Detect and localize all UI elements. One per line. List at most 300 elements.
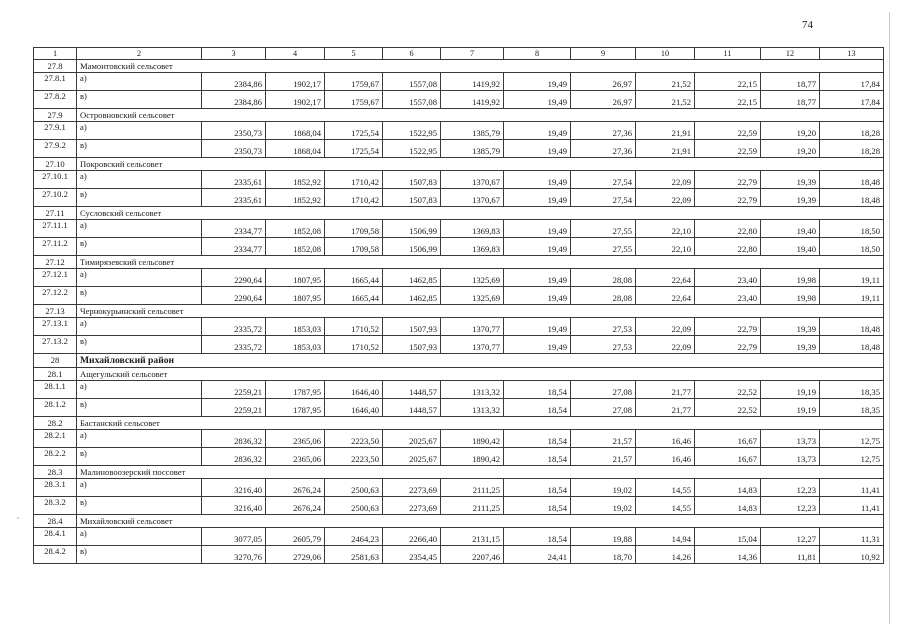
row-code-cell: 27.10.2 [34,189,77,207]
value-cell: 18,50 [820,238,884,256]
value-cell: 22,79 [695,189,761,207]
value-cell: 14,94 [636,528,695,546]
value-cell: 1370,67 [441,171,504,189]
section-row [34,305,884,318]
value-cell: 2223,50 [325,448,383,466]
value-cell: 18,48 [820,336,884,354]
value-cell: 3216,40 [202,497,266,515]
district-row [34,354,884,368]
value-cell: 27,54 [571,189,636,207]
table-row [34,122,884,140]
value-cell: 18,54 [504,381,571,399]
value-cell: 19,11 [820,287,884,305]
value-cell: 2500,63 [325,497,383,515]
value-cell: 19,49 [504,318,571,336]
value-cell: 18,54 [504,497,571,515]
column-number-cell: 2 [77,48,202,60]
value-cell: 18,77 [761,73,820,91]
variant-cell: в) [77,140,202,158]
table-row [34,269,884,287]
value-cell: 1325,69 [441,287,504,305]
value-cell: 2290,64 [202,287,266,305]
tariff-table [33,47,884,564]
section-row [34,109,884,122]
value-cell: 3077,05 [202,528,266,546]
value-cell: 27,55 [571,238,636,256]
value-cell: 2259,21 [202,399,266,417]
value-cell: 1853,03 [266,336,325,354]
value-cell: 1807,95 [266,269,325,287]
row-code-cell: 27.10.1 [34,171,77,189]
value-cell: 11,31 [820,528,884,546]
value-cell: 1759,67 [325,91,383,109]
value-cell: 1419,92 [441,91,504,109]
value-cell: 18,54 [504,430,571,448]
value-cell: 2729,06 [266,546,325,564]
value-cell: 1852,08 [266,238,325,256]
value-cell: 18,77 [761,91,820,109]
value-cell: 22,59 [695,140,761,158]
value-cell: 14,55 [636,479,695,497]
page-edge-line [889,12,890,624]
value-cell: 19,19 [761,381,820,399]
variant-cell: в) [77,448,202,466]
table-row [34,399,884,417]
value-cell: 1507,83 [383,189,441,207]
column-number-cell: 12 [761,48,820,60]
column-number-cell: 11 [695,48,761,60]
value-cell: 2365,06 [266,430,325,448]
value-cell: 14,83 [695,479,761,497]
value-cell: 14,83 [695,497,761,515]
column-number-cell: 1 [34,48,77,60]
value-cell: 19,49 [504,91,571,109]
value-cell: 1448,57 [383,381,441,399]
column-number-cell: 13 [820,48,884,60]
row-code-cell: 28.1.1 [34,381,77,399]
value-cell: 1506,99 [383,220,441,238]
value-cell: 23,40 [695,269,761,287]
row-code-cell: 27.13.1 [34,318,77,336]
value-cell: 18,35 [820,399,884,417]
value-cell: 22,59 [695,122,761,140]
value-cell: 22,09 [636,336,695,354]
row-code-cell: 27.11 [34,207,77,220]
district-name-cell: Михайловский район [77,354,884,368]
value-cell: 19,49 [504,122,571,140]
value-cell: 1853,03 [266,318,325,336]
section-row [34,207,884,220]
value-cell: 1557,08 [383,91,441,109]
value-cell: 2290,64 [202,269,266,287]
value-cell: 21,77 [636,399,695,417]
value-cell: 27,36 [571,140,636,158]
value-cell: 22,09 [636,189,695,207]
value-cell: 21,57 [571,448,636,466]
variant-cell: в) [77,91,202,109]
value-cell: 21,91 [636,140,695,158]
value-cell: 27,54 [571,171,636,189]
value-cell: 19,39 [761,336,820,354]
value-cell: 1852,92 [266,171,325,189]
value-cell: 19,49 [504,140,571,158]
page-number: 74 [802,19,813,31]
value-cell: 1902,17 [266,91,325,109]
value-cell: 21,91 [636,122,695,140]
table-row [34,73,884,91]
section-row [34,158,884,171]
variant-cell: в) [77,238,202,256]
value-cell: 19,49 [504,73,571,91]
row-code-cell: 28 [34,354,77,368]
value-cell: 22,79 [695,171,761,189]
value-cell: 1557,08 [383,73,441,91]
column-number-cell: 3 [202,48,266,60]
value-cell: 2025,67 [383,448,441,466]
variant-cell: а) [77,122,202,140]
value-cell: 1868,04 [266,122,325,140]
value-cell: 18,35 [820,381,884,399]
value-cell: 1709,58 [325,220,383,238]
value-cell: 27,08 [571,399,636,417]
value-cell: 14,26 [636,546,695,564]
value-cell: 1710,42 [325,171,383,189]
value-cell: 1759,67 [325,73,383,91]
value-cell: 27,53 [571,318,636,336]
value-cell: 28,08 [571,269,636,287]
value-cell: 13,73 [761,430,820,448]
value-cell: 22,80 [695,220,761,238]
value-cell: 2266,40 [383,528,441,546]
column-number-cell: 9 [571,48,636,60]
value-cell: 19,98 [761,287,820,305]
value-cell: 18,28 [820,140,884,158]
row-code-cell: 27.12.1 [34,269,77,287]
table-row [34,171,884,189]
value-cell: 1369,83 [441,238,504,256]
value-cell: 1710,52 [325,318,383,336]
variant-cell: а) [77,479,202,497]
value-cell: 1506,99 [383,238,441,256]
settlement-name-cell: Ащегульский сельсовет [77,368,884,381]
table-row [34,91,884,109]
value-cell: 18,48 [820,318,884,336]
value-cell: 14,36 [695,546,761,564]
column-number-cell: 4 [266,48,325,60]
value-cell: 19,49 [504,238,571,256]
value-cell: 12,23 [761,479,820,497]
value-cell: 2273,69 [383,479,441,497]
value-cell: 19,39 [761,318,820,336]
value-cell: 27,08 [571,381,636,399]
value-cell: 2605,79 [266,528,325,546]
row-code-cell: 27.12.2 [34,287,77,305]
value-cell: 2676,24 [266,497,325,515]
table-row [34,381,884,399]
value-cell: 1890,42 [441,430,504,448]
value-cell: 1507,93 [383,318,441,336]
value-cell: 2581,63 [325,546,383,564]
table-row [34,318,884,336]
table-row [34,238,884,256]
value-cell: 19,49 [504,287,571,305]
table-row [34,140,884,158]
variant-cell: а) [77,381,202,399]
row-code-cell: 27.10 [34,158,77,171]
value-cell: 2464,23 [325,528,383,546]
value-cell: 1890,42 [441,448,504,466]
value-cell: 1787,95 [266,399,325,417]
value-cell: 14,55 [636,497,695,515]
value-cell: 2111,25 [441,497,504,515]
row-code-cell: 28.1 [34,368,77,381]
value-cell: 2207,46 [441,546,504,564]
value-cell: 16,67 [695,448,761,466]
value-cell: 21,57 [571,430,636,448]
value-cell: 11,81 [761,546,820,564]
value-cell: 22,10 [636,220,695,238]
section-row [34,466,884,479]
value-cell: 1448,57 [383,399,441,417]
column-number-cell: 6 [383,48,441,60]
value-cell: 22,09 [636,318,695,336]
value-cell: 18,48 [820,171,884,189]
value-cell: 22,15 [695,91,761,109]
column-number-cell: 7 [441,48,504,60]
row-code-cell: 27.8 [34,60,77,73]
settlement-name-cell: Малиновоозерский поссовет [77,466,884,479]
section-row [34,256,884,269]
settlement-name-cell: Сусловский сельсовет [77,207,884,220]
row-code-cell: 27.9 [34,109,77,122]
value-cell: 1787,95 [266,381,325,399]
value-cell: 19,88 [571,528,636,546]
value-cell: 2335,72 [202,318,266,336]
column-number-cell: 5 [325,48,383,60]
value-cell: 19,49 [504,171,571,189]
row-code-cell: 27.9.2 [34,140,77,158]
row-code-cell: 28.4 [34,515,77,528]
row-code-cell: 28.2.2 [34,448,77,466]
table-row [34,479,884,497]
value-cell: 19,49 [504,189,571,207]
table-row [34,528,884,546]
value-cell: 22,79 [695,318,761,336]
settlement-name-cell: Мамонтовский сельсовет [77,60,884,73]
variant-cell: а) [77,171,202,189]
value-cell: 22,80 [695,238,761,256]
value-cell: 1522,95 [383,122,441,140]
value-cell: 1725,54 [325,122,383,140]
settlement-name-cell: Покровский сельсовет [77,158,884,171]
value-cell: 19,02 [571,497,636,515]
variant-cell: в) [77,497,202,515]
value-cell: 28,08 [571,287,636,305]
value-cell: 2273,69 [383,497,441,515]
value-cell: 19,40 [761,220,820,238]
column-number-cell: 8 [504,48,571,60]
value-cell: 1370,77 [441,318,504,336]
value-cell: 2365,06 [266,448,325,466]
settlement-name-cell: Чернокурьинский сельсовет [77,305,884,318]
variant-cell: а) [77,220,202,238]
value-cell: 1462,85 [383,269,441,287]
table-row [34,497,884,515]
value-cell: 3270,76 [202,546,266,564]
row-code-cell: 27.12 [34,256,77,269]
value-cell: 18,70 [571,546,636,564]
value-cell: 1852,92 [266,189,325,207]
value-cell: 2335,61 [202,189,266,207]
value-cell: 19,98 [761,269,820,287]
value-cell: 2223,50 [325,430,383,448]
variant-cell: в) [77,336,202,354]
value-cell: 19,39 [761,171,820,189]
value-cell: 13,73 [761,448,820,466]
table-row [34,336,884,354]
value-cell: 2131,15 [441,528,504,546]
value-cell: 19,20 [761,122,820,140]
variant-cell: а) [77,430,202,448]
value-cell: 23,40 [695,287,761,305]
value-cell: 2025,67 [383,430,441,448]
value-cell: 1370,77 [441,336,504,354]
value-cell: 19,40 [761,238,820,256]
value-cell: 1710,42 [325,189,383,207]
row-code-cell: 28.2.1 [34,430,77,448]
section-row [34,417,884,430]
settlement-name-cell: Тимирязевский сельсовет [77,256,884,269]
value-cell: 18,50 [820,220,884,238]
value-cell: 1522,95 [383,140,441,158]
row-code-cell: 27.8.2 [34,91,77,109]
scan-speck [17,517,19,519]
value-cell: 2354,45 [383,546,441,564]
value-cell: 22,09 [636,171,695,189]
value-cell: 1665,44 [325,287,383,305]
value-cell: 2111,25 [441,479,504,497]
value-cell: 26,97 [571,73,636,91]
value-cell: 1646,40 [325,399,383,417]
value-cell: 1868,04 [266,140,325,158]
row-code-cell: 27.13.2 [34,336,77,354]
variant-cell: а) [77,269,202,287]
value-cell: 1369,83 [441,220,504,238]
value-cell: 18,48 [820,189,884,207]
value-cell: 1370,67 [441,189,504,207]
value-cell: 1725,54 [325,140,383,158]
value-cell: 18,54 [504,479,571,497]
variant-cell: а) [77,73,202,91]
value-cell: 1507,93 [383,336,441,354]
value-cell: 22,64 [636,269,695,287]
variant-cell: а) [77,528,202,546]
settlement-name-cell: Михайловский сельсовет [77,515,884,528]
value-cell: 18,54 [504,448,571,466]
value-cell: 1646,40 [325,381,383,399]
table-row [34,287,884,305]
section-row [34,60,884,73]
value-cell: 19,19 [761,399,820,417]
value-cell: 10,92 [820,546,884,564]
value-cell: 22,52 [695,399,761,417]
value-cell: 3216,40 [202,479,266,497]
variant-cell: в) [77,546,202,564]
value-cell: 22,79 [695,336,761,354]
value-cell: 19,49 [504,336,571,354]
value-cell: 2836,32 [202,448,266,466]
row-code-cell: 27.9.1 [34,122,77,140]
value-cell: 1709,58 [325,238,383,256]
value-cell: 1462,85 [383,287,441,305]
value-cell: 2334,77 [202,220,266,238]
value-cell: 1419,92 [441,73,504,91]
value-cell: 27,36 [571,122,636,140]
value-cell: 27,53 [571,336,636,354]
table-row [34,430,884,448]
value-cell: 1385,79 [441,122,504,140]
value-cell: 19,39 [761,189,820,207]
section-row [34,368,884,381]
value-cell: 2259,21 [202,381,266,399]
value-cell: 1313,32 [441,399,504,417]
value-cell: 11,41 [820,479,884,497]
row-code-cell: 28.1.2 [34,399,77,417]
value-cell: 2384,86 [202,91,266,109]
row-code-cell: 28.3.2 [34,497,77,515]
value-cell: 12,75 [820,430,884,448]
value-cell: 2500,63 [325,479,383,497]
value-cell: 15,04 [695,528,761,546]
value-cell: 1665,44 [325,269,383,287]
variant-cell: в) [77,287,202,305]
value-cell: 18,28 [820,122,884,140]
value-cell: 21,52 [636,91,695,109]
value-cell: 21,77 [636,381,695,399]
header-row [34,48,884,60]
row-code-cell: 28.3 [34,466,77,479]
value-cell: 2335,61 [202,171,266,189]
row-code-cell: 27.11.1 [34,220,77,238]
value-cell: 19,49 [504,269,571,287]
value-cell: 2676,24 [266,479,325,497]
row-code-cell: 28.2 [34,417,77,430]
value-cell: 17,84 [820,91,884,109]
value-cell: 19,02 [571,479,636,497]
row-code-cell: 27.11.2 [34,238,77,256]
table-row [34,546,884,564]
value-cell: 2350,73 [202,140,266,158]
value-cell: 1852,08 [266,220,325,238]
value-cell: 1807,95 [266,287,325,305]
value-cell: 16,46 [636,430,695,448]
settlement-name-cell: Островновский сельсовет [77,109,884,122]
value-cell: 1902,17 [266,73,325,91]
value-cell: 1313,32 [441,381,504,399]
variant-cell: в) [77,399,202,417]
value-cell: 12,75 [820,448,884,466]
settlement-name-cell: Бастанский сельсовет [77,417,884,430]
row-code-cell: 28.4.1 [34,528,77,546]
value-cell: 2335,72 [202,336,266,354]
value-cell: 16,67 [695,430,761,448]
value-cell: 16,46 [636,448,695,466]
value-cell: 26,97 [571,91,636,109]
table-row [34,189,884,207]
value-cell: 1325,69 [441,269,504,287]
row-code-cell: 27.13 [34,305,77,318]
section-row [34,515,884,528]
